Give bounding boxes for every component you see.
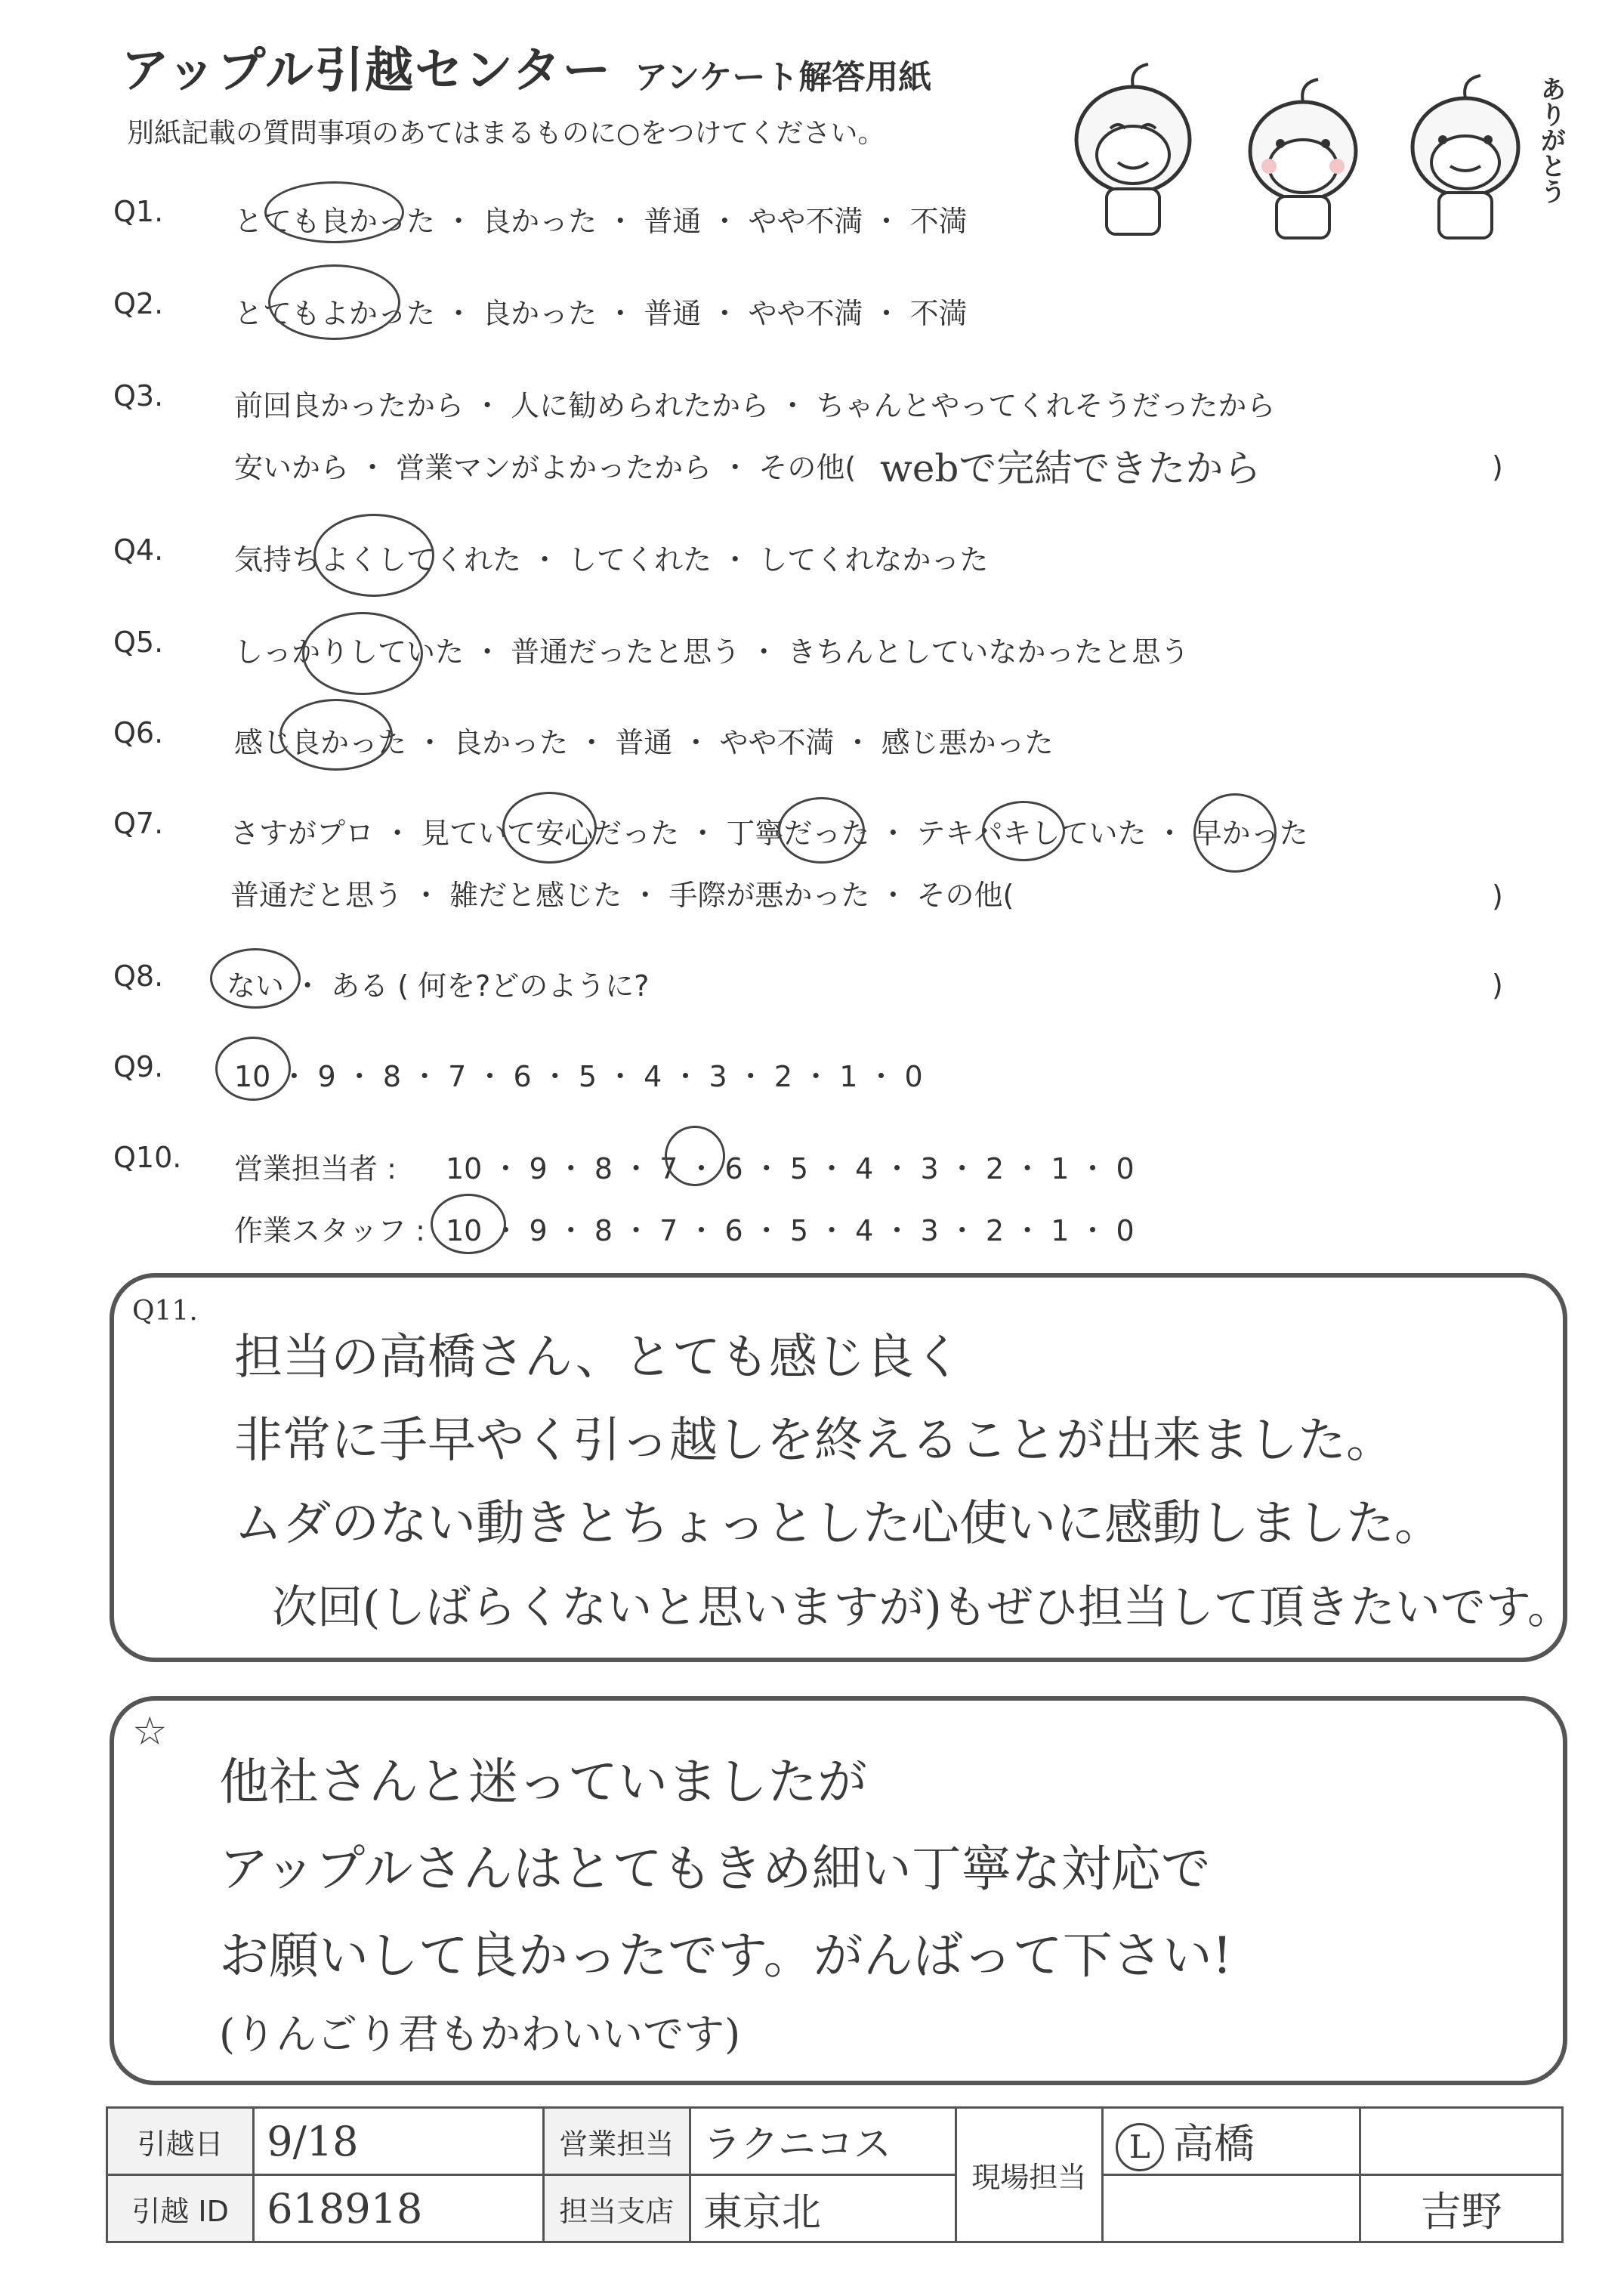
star-icon: ☆ (132, 1709, 168, 1754)
q3-options-line1: 前回良かったから ・ 人に勧められたから ・ ちゃんとやってくれそうだったから (234, 389, 1276, 422)
q10-sales-label: 営業担当者 : (234, 1152, 397, 1185)
instructions: 別紙記載の質問事項のあてはまるものに○をつけてください。 (127, 118, 885, 149)
q3-close-paren: ) (1492, 450, 1503, 484)
q10-sales-selected-circle (665, 1126, 725, 1186)
q5-selected-circle (302, 612, 423, 695)
monkey-3-icon (1413, 76, 1518, 238)
q7-selected-circle-4 (1193, 793, 1277, 873)
site-staff-value: 吉野 (1420, 2187, 1502, 2236)
q7-selected-circle-2 (778, 797, 865, 864)
q3-options-line2: 安いから ・ 営業マンがよかったから ・ その他( (234, 451, 857, 484)
q9-scale: 10 ・ 9 ・ 8 ・ 7 ・ 6 ・ 5 ・ 4 ・ 3 ・ 2 ・ 1 ・ 0 (234, 1060, 923, 1093)
q4-label: Q4. (113, 533, 164, 567)
q9-selected-circle (215, 1037, 291, 1101)
star-line-4: (りんごり君もかわいいです) (219, 2010, 741, 2058)
move-date-value: 9/18 (267, 2117, 359, 2165)
form-subtitle: アンケート解答用紙 (634, 58, 932, 97)
move-date-label: 引越日 (107, 2108, 254, 2175)
q3-other-answer: webで完結できたから (880, 447, 1261, 490)
q11-line-2: 非常に手早やく引っ越しを終えることが出来ました。 (234, 1413, 1394, 1469)
q10-staff-label: 作業スタッフ : (234, 1214, 425, 1247)
mascot-illustration (1050, 53, 1579, 249)
q8-options: ない ・ ある ( 何を?どのように? (227, 969, 650, 1003)
move-id-value: 618918 (267, 2184, 423, 2233)
site-lead-label: 現場担当 (956, 2108, 1102, 2242)
star-line-2: アップルさんはとてもきめ細い丁寧な対応で (219, 1840, 1211, 1898)
q1-options: とても良かった ・ 良かった ・ 普通 ・ やや不満 ・ 不満 (234, 205, 968, 238)
q2-selected-circle (268, 264, 400, 340)
q6-selected-circle (279, 699, 393, 771)
q7-options-line1: さすがプロ ・ 見ていて安心だった ・ 丁寧だった ・ テキパキしていた ・ 早かった (230, 817, 1308, 850)
q2-options: とてもよかった ・ 良かった ・ 普通 ・ やや不満 ・ 不満 (234, 297, 968, 330)
q3-label: Q3. (113, 379, 164, 413)
branch-label: 担当支店 (543, 2175, 690, 2242)
q7-selected-circle-1 (502, 792, 597, 864)
q5-options: しっかりしていた ・ 普通だったと思う ・ きちんとしていなかったと思う (234, 635, 1190, 669)
q6-label: Q6. (113, 716, 164, 749)
q11-line-4: 次回(しばらくないと思いますが)もぜひ担当して頂きたいです。 (272, 1581, 1573, 1634)
form-title: アップル引越センター (121, 43, 613, 99)
q8-label: Q8. (113, 960, 164, 993)
q10-label: Q10. (113, 1141, 182, 1174)
q11-line-3: ムダのない動きとちょっとした心使いに感動しました。 (234, 1496, 1443, 1552)
q10-sales-scale: 10 ・ 9 ・ 8 ・ 7 ・ 6 ・ 5 ・ 4 ・ 3 ・ 2 ・ 1 ・ 0 (446, 1152, 1135, 1185)
q6-options: 感じ良かった ・ 良かった ・ 普通 ・ やや不満 ・ 感じ悪かった (234, 726, 1054, 759)
star-line-3: お願いして良かったです。がんばって下さい! (219, 1927, 1233, 1985)
q2-label: Q2. (113, 287, 164, 320)
monkey-1-icon (1076, 64, 1190, 234)
branch-value: 東京北 (702, 2189, 821, 2236)
sales-rep-value: ラクニコス (702, 2122, 891, 2166)
site-lead-mark: L (1116, 2123, 1164, 2171)
site-lead-value: 高橋 (1172, 2119, 1255, 2168)
q8-close-paren: ) (1492, 969, 1503, 1002)
q1-label: Q1. (113, 195, 164, 228)
sales-rep-label: 営業担当 (543, 2108, 690, 2175)
q11-line-1: 担当の高橋さん、とても感じ良く (234, 1330, 962, 1386)
thanks-text: ありがとう (1536, 76, 1566, 204)
q4-selected-circle (313, 514, 434, 597)
q7-selected-circle-3 (982, 801, 1065, 861)
q7-label: Q7. (113, 807, 164, 840)
q7-options-line2: 普通だと思う ・ 雑だと感じた ・ 手際が悪かった ・ その他( (230, 879, 1014, 912)
q10-staff-scale: 10 ・ 9 ・ 8 ・ 7 ・ 6 ・ 5 ・ 4 ・ 3 ・ 2 ・ 1 ・ 0 (446, 1214, 1135, 1247)
star-line-1: 他社さんと迷っていましたが (219, 1753, 867, 1811)
q9-label: Q9. (113, 1050, 164, 1083)
q5-label: Q5. (113, 626, 164, 659)
monkey-2-icon (1250, 79, 1356, 238)
q7-close-paren: ) (1492, 879, 1503, 913)
q1-selected-circle (264, 181, 404, 243)
q10-staff-selected-circle (431, 1194, 506, 1254)
q8-selected-circle (210, 948, 301, 1009)
q11-label: Q11. (132, 1296, 198, 1327)
move-id-label: 引越 ID (107, 2175, 254, 2242)
q4-options: 気持ちよくしてくれた ・ してくれた ・ してくれなかった (234, 543, 989, 576)
move-info-table (106, 2106, 1564, 2243)
